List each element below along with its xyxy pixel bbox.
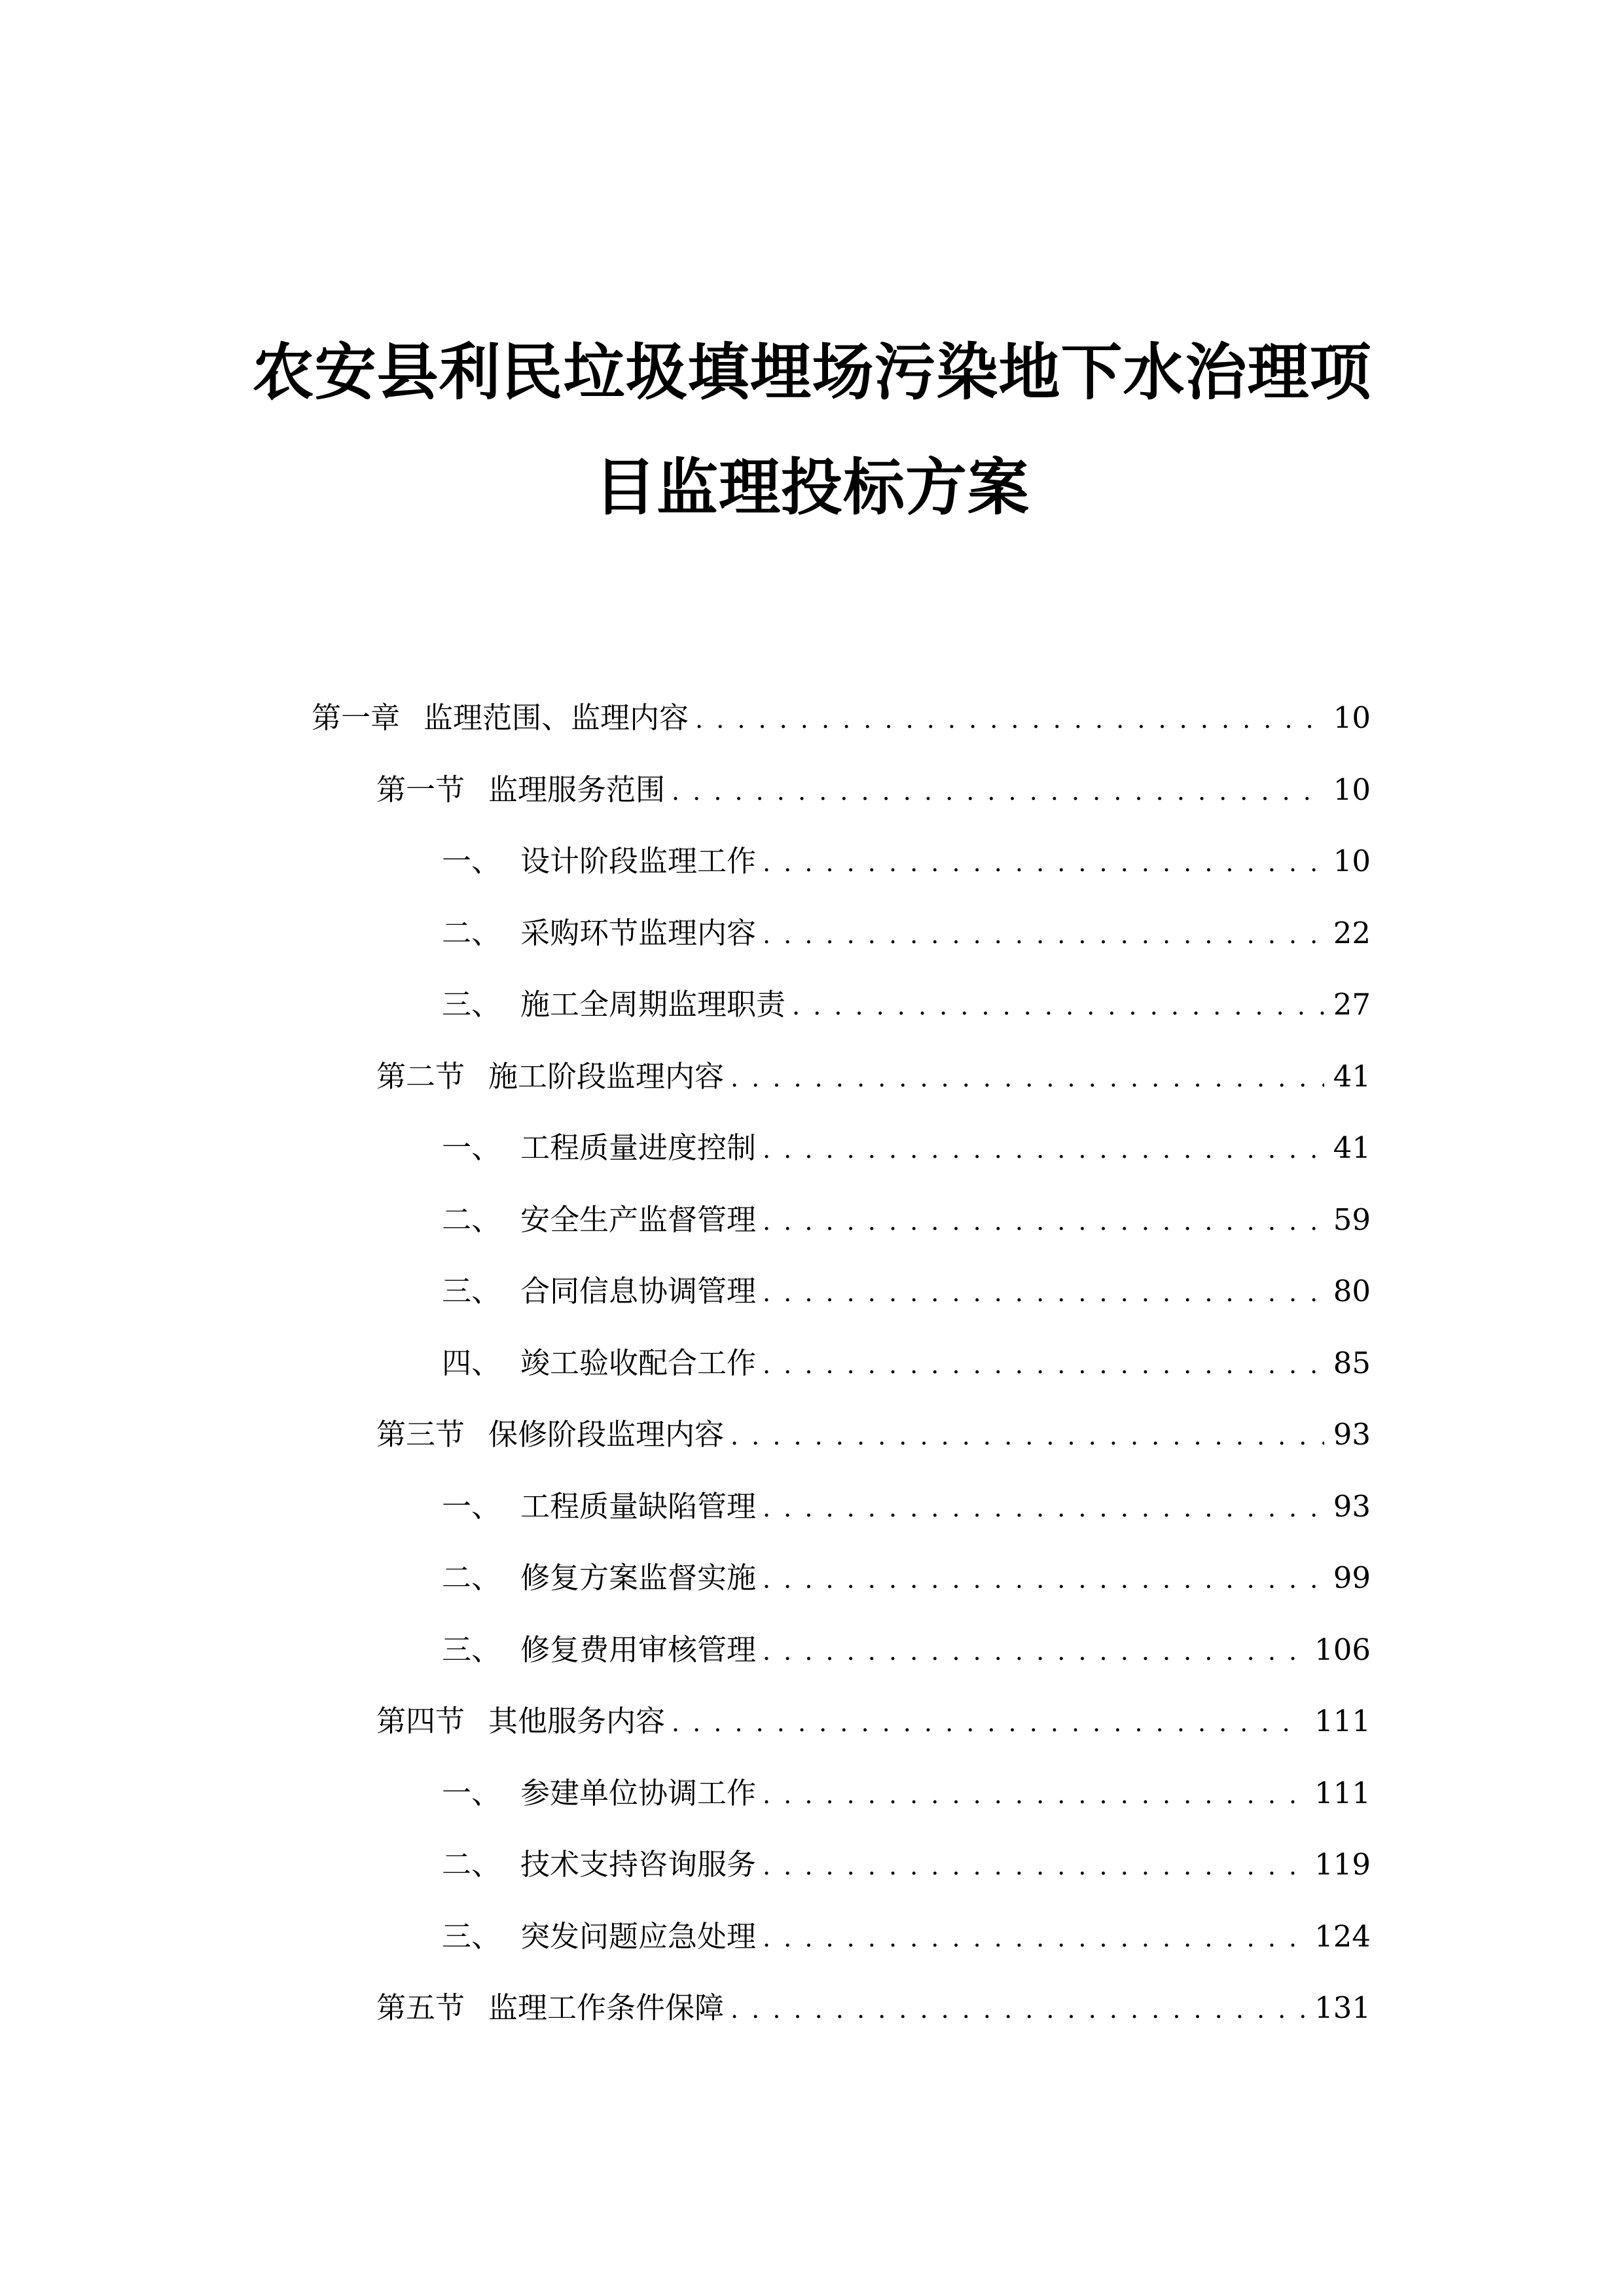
toc-entry-page-number: 124 <box>1314 1918 1371 1954</box>
toc-entry[interactable] <box>376 1698 1371 1744</box>
toc-entry-label: 技术支持咨询服务 <box>520 1847 757 1882</box>
toc-entry[interactable] <box>376 767 1371 813</box>
toc-entry-page-number: 59 <box>1333 1202 1371 1237</box>
toc-entry-page-number: 93 <box>1333 1417 1371 1452</box>
toc-entry[interactable] <box>442 1197 1371 1243</box>
toc-entry-label: 施工阶段监理内容 <box>488 1058 725 1094</box>
toc-entry-number: 三、 <box>442 1918 501 1954</box>
toc-entry-number: 一、 <box>442 1130 501 1165</box>
toc-entry-page-number: 80 <box>1333 1274 1371 1308</box>
toc-entry-label: 监理工作条件保障 <box>488 1990 725 2025</box>
toc-entry-page-number: 10 <box>1333 700 1371 735</box>
toc-entry-number: 三、 <box>442 1274 501 1308</box>
toc-dot-leader <box>731 1986 1305 2032</box>
toc-entry-label: 突发问题应急处理 <box>520 1918 757 1954</box>
toc-entry-label: 设计阶段监理工作 <box>520 844 757 878</box>
toc-dot-leader <box>763 1126 1324 1172</box>
toc-entry[interactable] <box>442 1340 1371 1386</box>
toc-entry[interactable] <box>442 1627 1371 1673</box>
document-title-line-1: 农安县利民垃圾填埋场污染地下水治理项 <box>252 337 1372 408</box>
toc-entry-number: 一、 <box>442 1488 501 1524</box>
toc-entry-page-number: 106 <box>1314 1632 1371 1667</box>
toc-entry-page-number: 10 <box>1333 772 1371 807</box>
toc-dot-leader <box>672 1700 1305 1746</box>
toc-entry[interactable] <box>376 1054 1371 1100</box>
toc-dot-leader <box>763 1270 1324 1316</box>
toc-entry[interactable] <box>442 1484 1371 1530</box>
toc-dot-leader <box>731 1055 1324 1101</box>
toc-dot-leader <box>763 1198 1324 1244</box>
toc-dot-leader <box>672 768 1324 814</box>
toc-entry-number: 二、 <box>442 1202 501 1237</box>
toc-entry-label: 保修阶段监理内容 <box>488 1417 725 1452</box>
toc-entry-number: 一、 <box>442 844 501 878</box>
toc-entry-label: 安全生产监督管理 <box>520 1202 757 1237</box>
toc-entry-label: 修复费用审核管理 <box>520 1632 757 1667</box>
toc-entry-label: 参建单位协调工作 <box>520 1775 757 1810</box>
toc-entry-page-number: 93 <box>1333 1488 1371 1524</box>
toc-entry-number: 三、 <box>442 1632 501 1667</box>
document-title-line-2: 目监理投标方案 <box>594 452 1030 524</box>
toc-entry-page-number: 10 <box>1333 844 1371 878</box>
toc-entry[interactable] <box>442 1125 1371 1171</box>
toc-entry-label: 其他服务内容 <box>488 1704 666 1738</box>
toc-entry[interactable] <box>442 1555 1371 1601</box>
toc-entry[interactable] <box>442 1770 1371 1816</box>
toc-entry-page-number: 27 <box>1333 987 1371 1022</box>
toc-entry[interactable] <box>442 1842 1371 1888</box>
toc-entry-number: 二、 <box>442 1847 501 1882</box>
toc-entry[interactable] <box>376 1985 1371 2031</box>
toc-entry-label: 工程质量进度控制 <box>520 1130 757 1165</box>
toc-entry-page-number: 119 <box>1314 1847 1371 1882</box>
toc-entry[interactable] <box>442 982 1371 1028</box>
toc-entry-label: 监理范围、监理内容 <box>424 700 689 735</box>
toc-entry-number: 第三节 <box>376 1417 465 1452</box>
toc-entry-number: 第二节 <box>376 1058 465 1094</box>
toc-dot-leader <box>731 1413 1324 1459</box>
toc-entry-page-number: 22 <box>1333 915 1371 950</box>
toc-dot-leader <box>763 1772 1305 1818</box>
toc-entry-number: 四、 <box>442 1345 501 1380</box>
toc-entry[interactable] <box>376 1412 1371 1458</box>
toc-entry-number: 第四节 <box>376 1704 465 1738</box>
toc-entry-number: 二、 <box>442 1560 501 1595</box>
toc-entry-number: 第一章 <box>312 700 401 735</box>
toc-entry-page-number: 111 <box>1314 1775 1371 1810</box>
toc-dot-leader <box>763 1342 1324 1388</box>
toc-entry-page-number: 111 <box>1314 1704 1371 1738</box>
toc-entry-page-number: 131 <box>1314 1990 1371 2025</box>
toc-dot-leader <box>763 1556 1324 1602</box>
toc-entry-number: 第五节 <box>376 1990 465 2025</box>
toc-dot-leader <box>763 912 1324 958</box>
toc-dot-leader <box>763 840 1324 886</box>
toc-dot-leader <box>695 696 1324 742</box>
toc-entry-label: 竣工验收配合工作 <box>520 1345 757 1380</box>
toc-entry-label: 施工全周期监理职责 <box>520 987 786 1022</box>
toc-dot-leader <box>763 1915 1305 1961</box>
toc-entry-page-number: 99 <box>1333 1560 1371 1595</box>
toc-entry-number: 一、 <box>442 1775 501 1810</box>
toc-entry-label: 修复方案监督实施 <box>520 1560 757 1595</box>
toc-entry-number: 三、 <box>442 987 501 1022</box>
toc-entry[interactable] <box>312 695 1371 741</box>
toc-entry-page-number: 41 <box>1333 1130 1371 1165</box>
toc-entry-label: 合同信息协调管理 <box>520 1274 757 1308</box>
toc-entry-label: 监理服务范围 <box>488 772 666 807</box>
toc-entry[interactable] <box>442 838 1371 884</box>
toc-entry[interactable] <box>442 1914 1371 1960</box>
toc-entry[interactable] <box>442 1268 1371 1314</box>
toc-dot-leader <box>792 983 1324 1029</box>
toc-entry[interactable] <box>442 910 1371 956</box>
toc-entry-page-number: 85 <box>1333 1345 1371 1380</box>
toc-entry-label: 工程质量缺陷管理 <box>520 1488 757 1524</box>
toc-dot-leader <box>763 1628 1305 1674</box>
toc-entry-number: 二、 <box>442 915 501 950</box>
toc-entry-number: 第一节 <box>376 772 465 807</box>
toc-entry-label: 采购环节监理内容 <box>520 915 757 950</box>
toc-dot-leader <box>763 1485 1324 1531</box>
toc-entry-page-number: 41 <box>1333 1058 1371 1094</box>
toc-dot-leader <box>763 1843 1305 1889</box>
